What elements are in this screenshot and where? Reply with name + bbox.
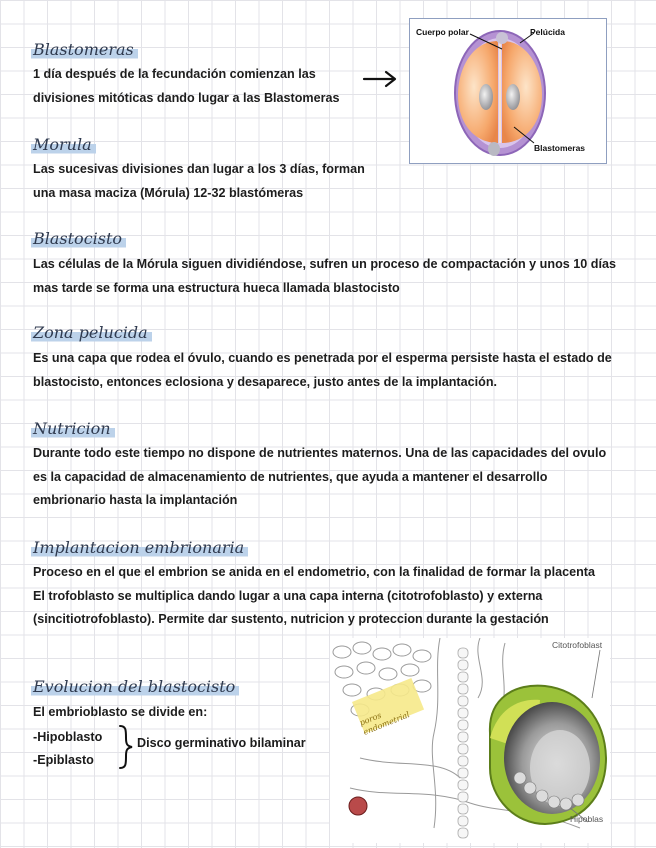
text-blastomeras [33,63,340,110]
label-citotrofoblasto: Citotrofoblast [552,640,603,650]
text-line: (sincitiotrofoblasto). Permite dar sustento, nutricion y proteccion durante la gestación [33,612,549,627]
text-line: divisiones mitóticas dando lugar a las Blastomeras [33,90,340,105]
text-line: El embrioblasto se divide en: [33,705,208,719]
sticky-note-label: poros endometrial [358,710,411,737]
text-morula [33,158,365,205]
text-implantacion [33,561,595,632]
text-line: una masa maciza (Mórula) 12-32 blastómeras [33,185,304,200]
text-line: 1 día después de la fecundación comienzan las [33,67,316,81]
text-line: embrionario hasta la implantación [33,493,238,508]
label-hipoblasto: Hipoblas [570,814,604,824]
implantation-figure [330,638,610,843]
label-cuerpo-polar: Cuerpo polar [416,27,469,37]
blastomeras-figure [409,18,607,164]
text-line: Durante todo este tiempo no dispone de nutrientes maternos. Una de las capacidades del ovulo [33,446,607,460]
text-line: Las células de la Mórula siguen dividiéndose, sufren un proceso de compactación y unos 10 días [33,257,616,271]
heading-evolucion: Evolucion del blastocisto [31,677,239,697]
heading-implantacion: Implantacion embrionaria [31,538,248,558]
text-line: Proceso en el que el embrion se anida en el endometrio, con la finalidad de formar la placenta [33,565,595,579]
text-zona-pelucida [33,347,612,394]
text-blastocisto [33,253,616,300]
heading-nutricion: Nutricion [31,419,115,439]
arrow-right-icon [362,66,398,92]
two-cell-embryo-illustration [410,19,606,163]
blastocyst-implantation-illustration [330,638,610,843]
text-line: es la capacidad de almacenamiento de nutrientes, que ayuda a mantener el desarrollo [33,469,548,484]
label-blastomeras: Blastomeras [534,143,586,153]
heading-blastocisto: Blastocisto [31,229,126,249]
brace-icon [116,724,136,770]
embrioblasto-list [33,726,102,772]
heading-blastomeras: Blastomeras [31,40,138,60]
list-item: -Epiblasto [33,753,94,767]
text-line: Es una capa que rodea el óvulo, cuando es penetrada por el esperma persiste hasta el estado de [33,351,612,365]
bilaminar-label: Disco germinativo bilaminar [137,736,306,750]
heading-morula: Morula [31,135,96,155]
text-line: El trofoblasto se multiplica dando lugar a una capa interna (citotrofoblasto) y externa [33,588,543,603]
text-line: Las sucesivas divisiones dan lugar a los 3 días, forman [33,162,365,176]
text-nutricion [33,442,606,513]
heading-zona-pelucida: Zona pelucida [31,323,152,343]
text-evolucion-intro [33,701,207,725]
text-line: mas tarde se forma una estructura hueca llamada blastocisto [33,280,400,295]
text-line: blastocisto, entonces eclosiona y desaparece, justo antes de la implantación. [33,374,498,389]
label-pelucida: Pelúcida [530,27,565,37]
list-item: -Hipoblasto [33,730,103,744]
